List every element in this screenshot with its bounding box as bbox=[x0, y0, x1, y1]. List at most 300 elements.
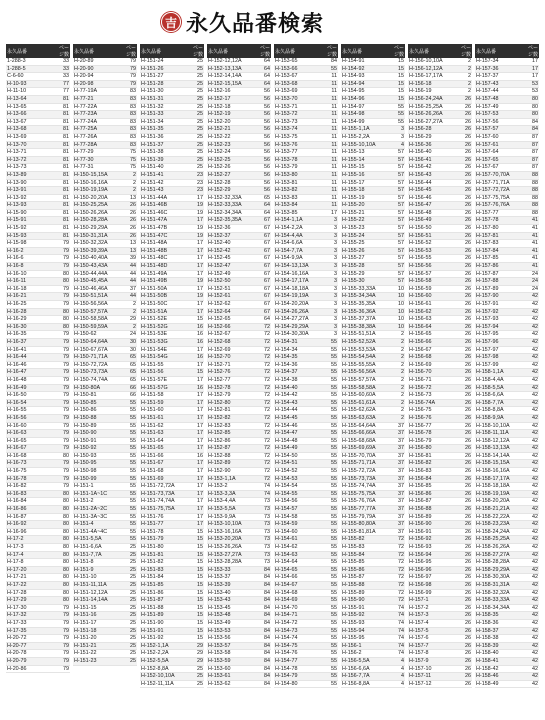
page-number-cell: 42 bbox=[523, 331, 539, 339]
page-number-cell: 26 bbox=[456, 232, 472, 240]
page-number-cell: 81 bbox=[54, 202, 70, 210]
table-row bbox=[73, 384, 137, 392]
product-code-cell: H-153-59 bbox=[207, 657, 255, 665]
table-row bbox=[140, 88, 204, 96]
product-code-cell: H-151-35 bbox=[140, 126, 188, 134]
page-number-cell: 73 bbox=[255, 551, 271, 559]
product-code-cell: H-155-62,62A bbox=[341, 407, 389, 415]
page-number-cell: 42 bbox=[523, 361, 539, 369]
table-row bbox=[207, 468, 271, 476]
product-code-cell: H-151-46B bbox=[140, 202, 188, 210]
page-number-cell: 42 bbox=[523, 597, 539, 605]
page-number-cell: 11 bbox=[322, 156, 338, 164]
product-code-cell: H-156-7,7A bbox=[341, 673, 389, 681]
page-number-cell: 11 bbox=[322, 187, 338, 195]
table-row bbox=[207, 627, 271, 635]
product-code-cell: H-157-9 bbox=[408, 657, 456, 665]
product-code-cell: H-151-18 bbox=[73, 627, 121, 635]
product-code-cell: H-157-83 bbox=[475, 240, 523, 248]
product-code-cell: H-16-35 bbox=[6, 331, 54, 339]
product-code-cell: H-155-61,61A bbox=[341, 399, 389, 407]
product-code-cell: H-153-77 bbox=[274, 149, 322, 157]
page-number-cell: 84 bbox=[255, 574, 271, 582]
product-code-cell: H-153-56 bbox=[207, 635, 255, 643]
page-number-cell: 81 bbox=[54, 141, 70, 149]
product-code-cell: H-154-13,13A bbox=[274, 263, 322, 271]
page-number-cell: 11 bbox=[322, 133, 338, 141]
product-code-cell: H-16-28 bbox=[6, 308, 54, 316]
product-code-cell: H-16-46 bbox=[6, 361, 54, 369]
table-row bbox=[475, 301, 539, 309]
page-number-cell: 72 bbox=[255, 323, 271, 331]
product-code-cell: H-154-98 bbox=[341, 111, 389, 119]
product-code-cell: H-157-94 bbox=[475, 323, 523, 331]
product-code-cell: H-154-40 bbox=[274, 384, 322, 392]
column-header-code: 永久品番 bbox=[6, 44, 54, 58]
table-row bbox=[408, 384, 472, 392]
table-row bbox=[73, 103, 137, 111]
table-row bbox=[140, 680, 204, 688]
table-row bbox=[140, 597, 204, 605]
product-code-cell: H-16-29 bbox=[6, 316, 54, 324]
table-row bbox=[6, 247, 70, 255]
table-row bbox=[73, 536, 137, 544]
table-row bbox=[207, 528, 271, 536]
table-row bbox=[6, 285, 70, 293]
table-row bbox=[408, 331, 472, 339]
page-number-cell: 25 bbox=[121, 657, 137, 665]
table-row bbox=[6, 536, 70, 544]
page-number-cell: 55 bbox=[121, 475, 137, 483]
table-row bbox=[6, 232, 70, 240]
table-row bbox=[140, 414, 204, 422]
page-number-cell: 55 bbox=[389, 111, 405, 119]
product-code-cell: H-155-90 bbox=[341, 597, 389, 605]
product-code-cell: H-156-52 bbox=[408, 240, 456, 248]
page-number-cell: 79 bbox=[54, 263, 70, 271]
product-code-cell: H-156-27,27A bbox=[408, 118, 456, 126]
table-row bbox=[73, 316, 137, 324]
product-code-cell: H-152-69 bbox=[207, 346, 255, 354]
page-number-cell: 72 bbox=[389, 597, 405, 605]
table-row bbox=[6, 665, 70, 673]
table-row bbox=[341, 308, 405, 316]
page-number-cell: 17 bbox=[523, 73, 539, 81]
table-row bbox=[341, 635, 405, 643]
product-code-cell: H-157-2 bbox=[408, 604, 456, 612]
product-code-cell: H-156-19 bbox=[408, 88, 456, 96]
page-number-cell: 72 bbox=[255, 392, 271, 400]
page-number-cell: 55 bbox=[322, 665, 338, 673]
page-number-cell: 26 bbox=[456, 604, 472, 612]
table-row bbox=[274, 65, 338, 73]
page-number-cell: 26 bbox=[456, 680, 472, 688]
product-code-cell: H-151-42 bbox=[140, 179, 188, 187]
product-code-cell: H-15-93 bbox=[6, 232, 54, 240]
table-row bbox=[73, 361, 137, 369]
product-code-cell: H-77-19A bbox=[73, 88, 121, 96]
product-code-cell: H-158-41 bbox=[475, 657, 523, 665]
table-row bbox=[6, 612, 70, 620]
table-row bbox=[73, 73, 137, 81]
table-row bbox=[475, 232, 539, 240]
page-number-cell: 57 bbox=[389, 217, 405, 225]
index-grid bbox=[6, 44, 539, 688]
product-code-cell: H-158-26,26A bbox=[475, 544, 523, 552]
product-code-cell: H-157-49 bbox=[475, 103, 523, 111]
page-number-cell: 79 bbox=[54, 361, 70, 369]
page-number-cell: 15 bbox=[188, 619, 204, 627]
page-number-cell: 44 bbox=[121, 270, 137, 278]
table-row bbox=[274, 566, 338, 574]
table-row bbox=[73, 346, 137, 354]
product-code-cell: H-158-23,23A bbox=[475, 521, 523, 529]
product-code-cell: H-77-29 bbox=[73, 149, 121, 157]
page-number-cell: 79 bbox=[54, 635, 70, 643]
page-number-cell: 26 bbox=[456, 490, 472, 498]
table-row bbox=[6, 437, 70, 445]
page-number-cell: 17 bbox=[188, 263, 204, 271]
page-number-cell: 44 bbox=[121, 263, 137, 271]
table-row bbox=[341, 323, 405, 331]
page-number-cell: 67 bbox=[255, 263, 271, 271]
product-code-cell: H-155-60,60A bbox=[341, 392, 389, 400]
table-row bbox=[73, 407, 137, 415]
product-code-cell: H-157-64 bbox=[475, 149, 523, 157]
page-number-cell: 55 bbox=[322, 414, 338, 422]
product-code-cell: H-151-74,74A bbox=[140, 498, 188, 506]
product-code-cell: H-17-21 bbox=[6, 574, 54, 582]
product-code-cell: H-152-16 bbox=[207, 88, 255, 96]
column-header-page: ページ数 bbox=[322, 44, 338, 58]
product-code-cell: H-152-2,2A bbox=[140, 650, 188, 658]
product-code-cell: H-153-72 bbox=[274, 111, 322, 119]
product-code-cell: H-156-79 bbox=[408, 437, 456, 445]
table-row bbox=[341, 574, 405, 582]
page-number-cell: 24 bbox=[523, 285, 539, 293]
page-number-cell: 2 bbox=[389, 384, 405, 392]
page-number-cell: 42 bbox=[523, 316, 539, 324]
product-code-cell: H-77-22A bbox=[73, 103, 121, 111]
table-row bbox=[6, 133, 70, 141]
page-number-cell: 80 bbox=[54, 589, 70, 597]
page-number-cell: 26 bbox=[456, 179, 472, 187]
page-number-cell: 2 bbox=[121, 308, 137, 316]
page-number-cell: 26 bbox=[456, 414, 472, 422]
table-row bbox=[341, 665, 405, 673]
page-number-cell: 37 bbox=[389, 513, 405, 521]
page-number-cell: 73 bbox=[255, 513, 271, 521]
table-row bbox=[207, 73, 271, 81]
product-code-cell: H-155-55,55A bbox=[341, 361, 389, 369]
table-row bbox=[207, 619, 271, 627]
page-number-cell: 55 bbox=[322, 369, 338, 377]
page-number-cell: 42 bbox=[523, 528, 539, 536]
page-number-cell: 24 bbox=[523, 278, 539, 286]
table-row bbox=[140, 559, 204, 567]
table-row bbox=[274, 642, 338, 650]
table-row bbox=[6, 240, 70, 248]
page-number-cell: 37 bbox=[389, 445, 405, 453]
product-code-cell: H-157-8 bbox=[408, 650, 456, 658]
table-row bbox=[73, 581, 137, 589]
page-number-cell: 79 bbox=[54, 338, 70, 346]
table-row bbox=[6, 58, 70, 65]
page-number-cell: 17 bbox=[188, 430, 204, 438]
page-number-cell: 42 bbox=[523, 468, 539, 476]
table-row bbox=[274, 194, 338, 202]
product-code-cell: H-156-95 bbox=[408, 559, 456, 567]
product-code-cell: H-152-66 bbox=[207, 323, 255, 331]
page-number-cell: 81 bbox=[54, 149, 70, 157]
page-number-cell: 55 bbox=[389, 103, 405, 111]
table-row bbox=[6, 627, 70, 635]
page-number-cell: 15 bbox=[188, 581, 204, 589]
product-code-cell: H-13-72 bbox=[6, 156, 54, 164]
page-number-cell: 56 bbox=[255, 126, 271, 134]
page-number-cell: 55 bbox=[322, 475, 338, 483]
table-row bbox=[274, 338, 338, 346]
product-code-cell: H-152-81 bbox=[207, 407, 255, 415]
product-code-cell: H-156-85 bbox=[408, 483, 456, 491]
table-row bbox=[207, 354, 271, 362]
index-column bbox=[73, 44, 137, 688]
table-row bbox=[475, 635, 539, 643]
page-number-cell: 67 bbox=[255, 232, 271, 240]
table-row bbox=[475, 187, 539, 195]
page-number-cell: 26 bbox=[456, 483, 472, 491]
product-code-cell: H-16-56 bbox=[6, 414, 54, 422]
product-code-cell: H-158-19,19A bbox=[475, 490, 523, 498]
table-row bbox=[274, 536, 338, 544]
table-row bbox=[207, 323, 271, 331]
table-row bbox=[6, 604, 70, 612]
table-row bbox=[274, 164, 338, 172]
page-number-cell: 15 bbox=[188, 316, 204, 324]
table-row bbox=[6, 194, 70, 202]
product-code-cell: H-156-74A bbox=[408, 399, 456, 407]
product-code-cell: H-77-24A bbox=[73, 118, 121, 126]
product-code-cell: H-151-12,12A bbox=[73, 589, 121, 597]
table-row bbox=[475, 490, 539, 498]
table-row bbox=[408, 581, 472, 589]
table-row bbox=[73, 338, 137, 346]
page-number-cell: 25 bbox=[188, 58, 204, 65]
product-code-cell: H-151-11,11A bbox=[73, 581, 121, 589]
product-code-cell: H-155-27 bbox=[341, 255, 389, 263]
column-header-page: ページ数 bbox=[121, 44, 137, 58]
table-row bbox=[274, 506, 338, 514]
product-code-cell: H-157-56 bbox=[475, 118, 523, 126]
product-code-cell: H-151-75,75A bbox=[140, 506, 188, 514]
product-code-cell: H-17-20 bbox=[6, 566, 54, 574]
product-code-cell: H-152-47 bbox=[207, 263, 255, 271]
table-row bbox=[475, 468, 539, 476]
table-row bbox=[341, 551, 405, 559]
product-code-cell: H-153-9,9A bbox=[207, 513, 255, 521]
page-number-cell: 72 bbox=[255, 354, 271, 362]
product-code-cell: H-13-91 bbox=[6, 187, 54, 195]
table-row bbox=[207, 164, 271, 172]
product-code-cell: H-154-52 bbox=[274, 468, 322, 476]
product-code-cell: H-158-17,17A bbox=[475, 475, 523, 483]
product-code-cell: H-13-71 bbox=[6, 149, 54, 157]
page-number-cell: 26 bbox=[456, 301, 472, 309]
product-code-cell: H-153-60 bbox=[207, 665, 255, 673]
table-row bbox=[6, 566, 70, 574]
product-code-cell: H-152-61 bbox=[207, 293, 255, 301]
page-number-cell: 83 bbox=[121, 88, 137, 96]
page-number-cell: 26 bbox=[456, 225, 472, 233]
page-number-cell: 11 bbox=[322, 171, 338, 179]
product-code-cell: H-153-67 bbox=[274, 73, 322, 81]
product-code-cell: H-153-85 bbox=[274, 209, 322, 217]
product-code-cell: H-151-17 bbox=[73, 619, 121, 627]
table-row bbox=[408, 164, 472, 172]
page-number-cell: 4 bbox=[389, 665, 405, 673]
table-row bbox=[6, 490, 70, 498]
column-header-page: ページ数 bbox=[523, 44, 539, 58]
page-number-cell: 55 bbox=[322, 399, 338, 407]
page-number-cell: 79 bbox=[54, 642, 70, 650]
page-number-cell: 11 bbox=[322, 111, 338, 119]
page-number-cell: 55 bbox=[322, 65, 338, 73]
product-code-cell: H-156-40 bbox=[408, 149, 456, 157]
table-row bbox=[475, 65, 539, 73]
product-code-cell: H-155-77,77A bbox=[341, 506, 389, 514]
table-row bbox=[408, 452, 472, 460]
product-code-cell: H-154-78 bbox=[274, 665, 322, 673]
page-number-cell: 79 bbox=[54, 384, 70, 392]
product-code-cell: H-157-44 bbox=[475, 88, 523, 96]
table-row bbox=[408, 574, 472, 582]
page-number-cell: 84 bbox=[255, 642, 271, 650]
product-code-cell: H-155-51,51A bbox=[341, 331, 389, 339]
product-code-cell: H-16-25 bbox=[6, 301, 54, 309]
table-row bbox=[274, 490, 338, 498]
table-row bbox=[140, 232, 204, 240]
product-code-cell: H-151-87 bbox=[140, 597, 188, 605]
product-code-cell: H-13-70 bbox=[6, 141, 54, 149]
page-number-cell: 64 bbox=[255, 202, 271, 210]
product-code-cell: H-16-96 bbox=[6, 528, 54, 536]
index-table bbox=[140, 44, 204, 688]
product-code-cell: H-20-72 bbox=[6, 635, 54, 643]
table-row bbox=[408, 194, 472, 202]
product-code-cell: H-16-67 bbox=[6, 445, 54, 453]
page-number-cell: 26 bbox=[456, 650, 472, 658]
product-code-cell: H-154-74 bbox=[274, 635, 322, 643]
product-code-cell: H-153-3,3A bbox=[207, 490, 255, 498]
product-code-cell: H-157-98 bbox=[475, 354, 523, 362]
table-row bbox=[274, 58, 338, 65]
page-number-cell: 15 bbox=[188, 528, 204, 536]
product-code-cell: H-157-43 bbox=[475, 80, 523, 88]
product-code-cell: H-151-48D bbox=[140, 263, 188, 271]
product-code-cell: H-156-5,5A bbox=[341, 657, 389, 665]
product-code-cell: H-151-1 bbox=[73, 483, 121, 491]
product-code-cell: H-151-82 bbox=[140, 559, 188, 567]
table-row bbox=[6, 506, 70, 514]
product-code-cell: H-155-95 bbox=[341, 635, 389, 643]
page-number-cell: 72 bbox=[255, 445, 271, 453]
page-number-cell: 77 bbox=[54, 88, 70, 96]
product-code-cell: H-157-81 bbox=[475, 232, 523, 240]
page-number-cell: 41 bbox=[523, 232, 539, 240]
page-number-cell: 42 bbox=[523, 642, 539, 650]
product-code-cell: H-158-46 bbox=[475, 673, 523, 681]
table-row bbox=[140, 156, 204, 164]
page-number-cell: 56 bbox=[255, 118, 271, 126]
table-row bbox=[6, 544, 70, 552]
page-number-cell: 26 bbox=[456, 445, 472, 453]
page-number-cell: 25 bbox=[121, 650, 137, 658]
page-number-cell: 17 bbox=[188, 460, 204, 468]
column-header-page: ページ数 bbox=[54, 44, 70, 58]
product-code-cell: H-153-43 bbox=[207, 597, 255, 605]
page-number-cell: 72 bbox=[255, 376, 271, 384]
table-row bbox=[274, 468, 338, 476]
table-row bbox=[6, 179, 70, 187]
page-number-cell: 26 bbox=[456, 164, 472, 172]
page-number-cell: 55 bbox=[121, 430, 137, 438]
table-row bbox=[408, 293, 472, 301]
product-code-cell: H-153-1,1A bbox=[207, 475, 255, 483]
product-code-cell: H-150-81 bbox=[73, 392, 121, 400]
product-code-cell: H-156-72 bbox=[408, 384, 456, 392]
table-row bbox=[207, 544, 271, 552]
page-number-cell: 57 bbox=[389, 202, 405, 210]
table-row bbox=[408, 399, 472, 407]
page-number-cell: 55 bbox=[121, 445, 137, 453]
product-code-cell: H-158-14,14A bbox=[475, 452, 523, 460]
page-number-cell: 56 bbox=[255, 111, 271, 119]
table-row bbox=[140, 392, 204, 400]
product-code-cell: H-155-88 bbox=[341, 581, 389, 589]
page-number-cell: 42 bbox=[523, 293, 539, 301]
page-number-cell: 81 bbox=[54, 103, 70, 111]
page-number-cell: 55 bbox=[389, 118, 405, 126]
table-header-row bbox=[341, 44, 405, 58]
product-code-cell: H-152-79 bbox=[207, 392, 255, 400]
page-number-cell: 29 bbox=[188, 650, 204, 658]
table-row bbox=[6, 255, 70, 263]
product-code-cell: H-151-58 bbox=[140, 392, 188, 400]
page-number-cell: 55 bbox=[322, 452, 338, 460]
table-row bbox=[73, 657, 137, 665]
table-row bbox=[140, 194, 204, 202]
table-row bbox=[341, 414, 405, 422]
page-number-cell: 56 bbox=[255, 179, 271, 187]
product-code-cell: H-151-16 bbox=[73, 612, 121, 620]
table-row bbox=[73, 475, 137, 483]
table-row bbox=[341, 437, 405, 445]
page-number-cell: 80 bbox=[54, 559, 70, 567]
page-number-cell: 41 bbox=[523, 225, 539, 233]
product-code-cell: H-152-80 bbox=[207, 399, 255, 407]
table-row bbox=[207, 240, 271, 248]
page-number-cell: 81 bbox=[54, 171, 70, 179]
table-row bbox=[140, 581, 204, 589]
product-code-cell: H-151-72,72A bbox=[140, 483, 188, 491]
table-row bbox=[408, 483, 472, 491]
table-row bbox=[274, 414, 338, 422]
table-row bbox=[6, 468, 70, 476]
table-row bbox=[274, 574, 338, 582]
page-number-cell: 67 bbox=[255, 217, 271, 225]
column-header-code: 永久品番 bbox=[73, 44, 121, 58]
table-row bbox=[6, 354, 70, 362]
